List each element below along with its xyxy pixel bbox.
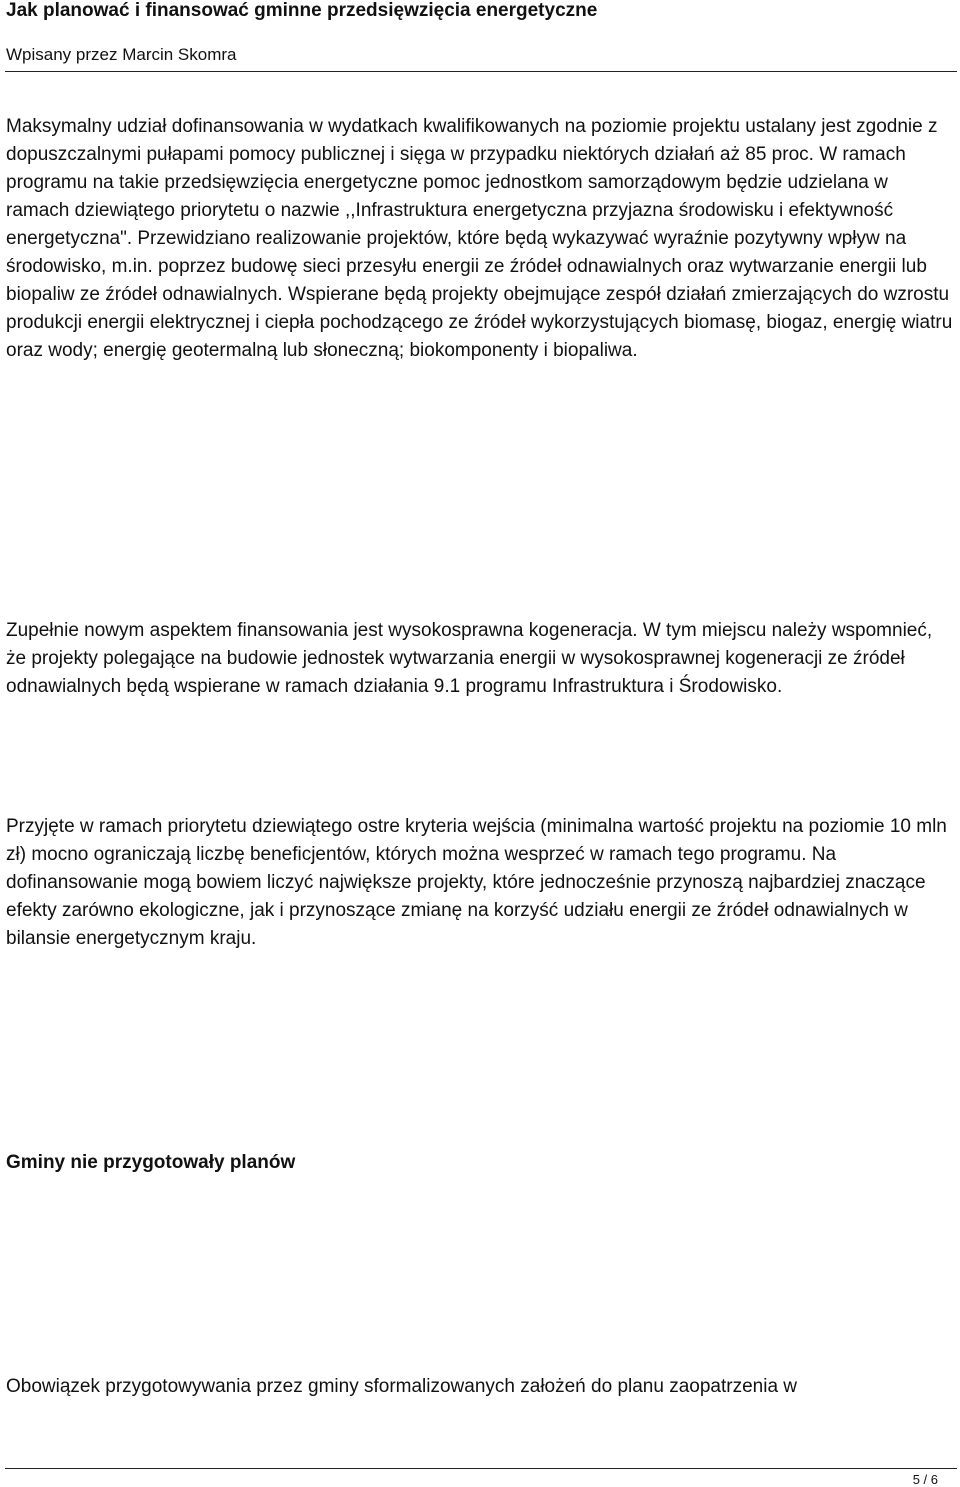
footer-divider <box>5 1468 957 1469</box>
paragraph-financing-share: Maksymalny udział dofinansowania w wydatkach kwalifikowanych na poziomie projektu ustalany jest zgodnie z dopuszczalnymi pułapami pomocy publicznej i sięga w przypadku niektórych działań aż 85 proc. W ramach programu na takie przedsięwzięcia energetyczne pomoc jednostkom samorządowym będzie udzielana w ramach dziewiątego priorytetu o nazwie ,,Infrastruktura energetyczna przyjazna środowisku i efektywność energetyczna". Przewidziano realizowanie projektów, które będą wykazywać wyraźnie pozytywny wpływ na środowisko, m.in. poprzez budowę sieci przesyłu energii ze źródeł odnawialnych oraz wytwarzanie energii lub biopaliw ze źródeł odnawialnych. Wspierane będą projekty obejmujące zespół działań zmierzających do wzrostu produkcji energii elektrycznej i ciepła pochodzącego ze źródeł wykorzystujących biomasę, biogaz, energię wiatru oraz wody; energię geotermalną lub słoneczną; biokomponenty i biopaliwa. <box>6 116 953 361</box>
page-number: 5 / 6 <box>912 1472 938 1487</box>
paragraph-cogeneration: Zupełnie nowym aspektem finansowania jest wysokosprawna kogeneracja. W tym miejscu należy wspomnieć, że projekty polegające na budowie jednostek wytwarzania energii w wysokosprawnej kogeneracji ze źródeł odnawialnych będą wspierane w ramach działania 9.1 programu Infrastruktura i Środowisko. <box>6 620 933 697</box>
paragraph-obligation: Obowiązek przygotowywania przez gminy sformalizowanych założeń do planu zaopatrzenia w <box>6 1376 798 1397</box>
author-line: Wpisany przez Marcin Skomra <box>6 45 237 64</box>
document-title: Jak planować i finansować gminne przedsięwzięcia energetyczne <box>6 0 598 21</box>
header-divider <box>5 71 957 72</box>
paragraph-entry-criteria: Przyjęte w ramach priorytetu dziewiątego ostre kryteria wejścia (minimalna wartość projektu na poziomie 10 mln zł) mocno ograniczają liczbę beneficjentów, których można wesprzeć w ramach tego programu. Na dofinansowanie mogą bowiem liczyć największe projekty, które jednocześnie przynoszą najbardziej znaczące efekty zarówno ekologiczne, jak i przynoszące zmianę na korzyść udziału energii ze źródeł odnawialnych w bilansie energetycznym kraju. <box>6 816 947 949</box>
section-heading: Gminy nie przygotowały planów <box>6 1152 296 1173</box>
